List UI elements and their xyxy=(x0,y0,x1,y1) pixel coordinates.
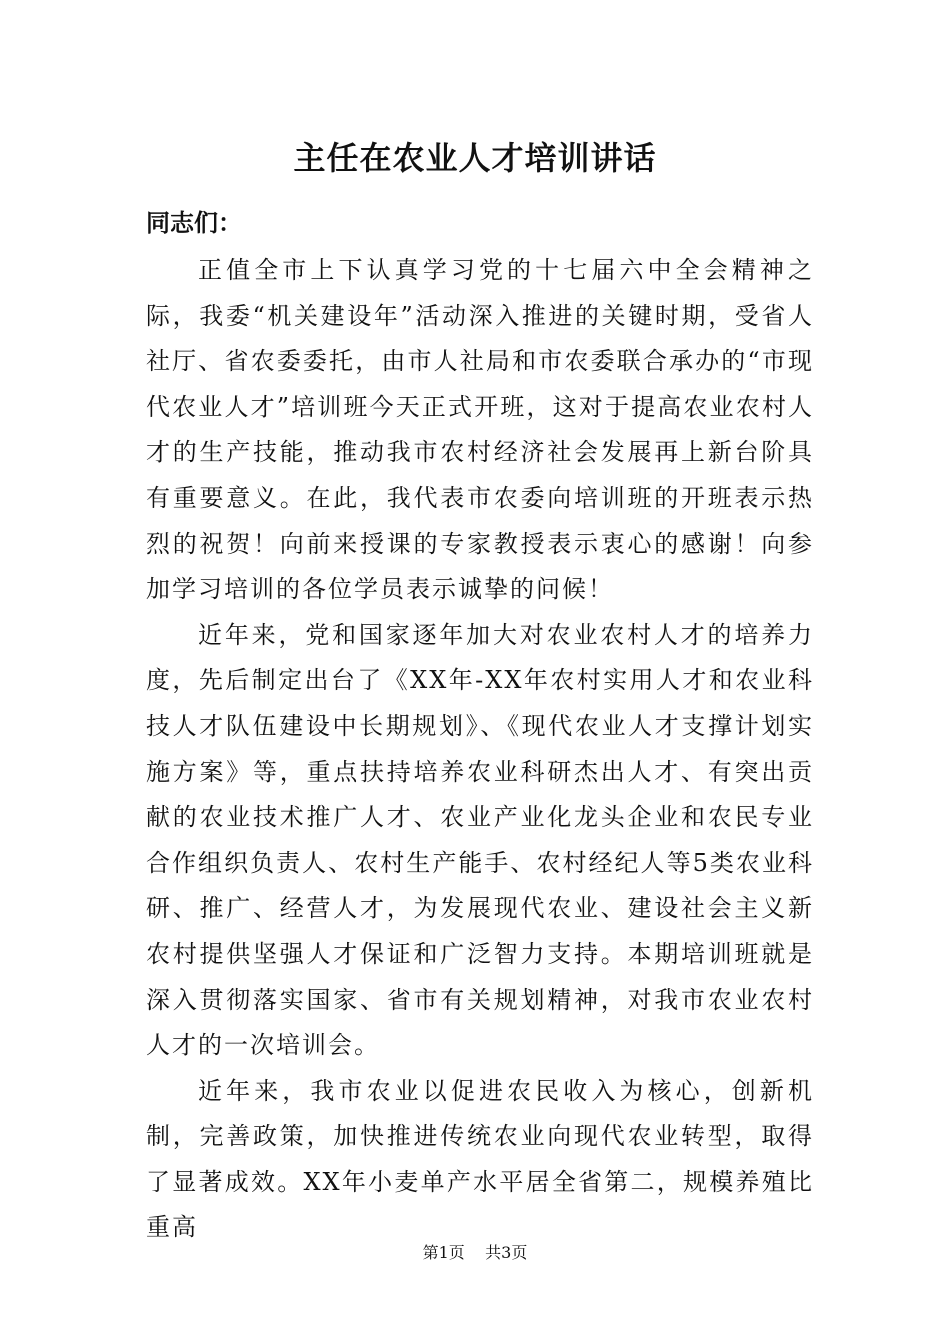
paragraph-3: 近年来，我市农业以促进农民收入为核心，创新机制，完善政策，加快推进传统农业向现代农业转型，取得了显著成效。XX年小麦单产水平居全省第二，规模养殖比重高 xyxy=(146,1076,814,1242)
footer-spacer xyxy=(470,1243,480,1262)
page-footer xyxy=(0,1241,950,1265)
document-body xyxy=(146,248,814,1251)
paragraph-1: 正值全市上下认真学习党的十七届六中全会精神之际，我委“机关建设年”活动深入推进的关键时期，受省人社厅、省农委委托，由市人社局和市农委联合承办的“市现代农业人才”培训班今天正式开班，这对于提高农业农村人才的生产技能，推动我市农村经济社会发展再上新台阶具有重要意义。在此，我代表市农委向培训班的开班表示热烈的祝贺！向前来授课的专家教授表示衷心的感谢！向参加学习培训的各位学员表示诚挚的问候！ xyxy=(146,256,814,604)
paragraph-2: 近年来，党和国家逐年加大对农业农村人才的培养力度，先后制定出台了《XX年-XX年农村实用人才和农业科技人才队伍建设中长期规划》、《现代农业人才支撑计划实施方案》等，重点扶持培养农业科研杰出人才、有突出贡献的农业技术推广人才、农业产业化龙头企业和农民专业合作组织负责人、农村生产能手、农村经纪人等5类农业科研、推广、经营人才，为发展现代农业、建设社会主义新农村提供坚强人才保证和广泛智力支持。本期培训班就是深入贯彻落实国家、省市有关规划精神，对我市农业农村人才的一次培训会。 xyxy=(146,620,814,1060)
page-number: 第1页 xyxy=(422,1243,465,1262)
salutation: 同志们： xyxy=(146,208,242,237)
page-total: 共3页 xyxy=(485,1243,528,1262)
document-title: 主任在农业人才培训讲话 xyxy=(293,139,657,177)
